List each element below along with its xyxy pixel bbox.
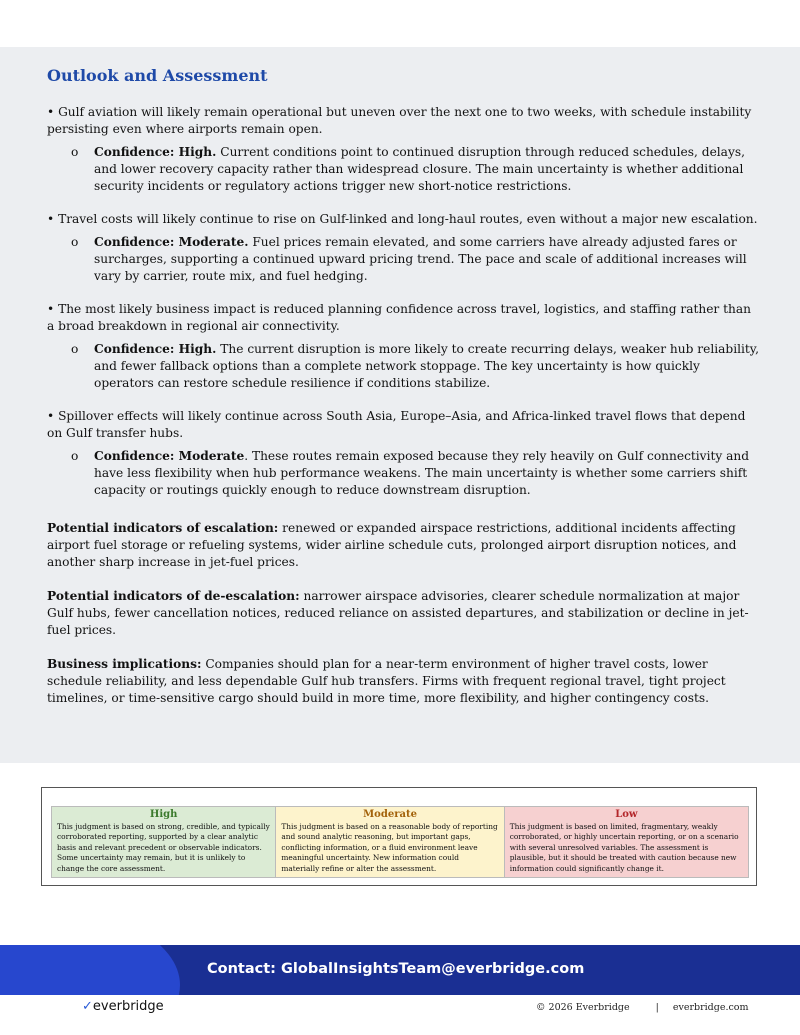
confidence-note bbox=[71, 341, 759, 392]
assessment-bullet: • The most likely business impact is reduced planning confidence across travel, logistics, and staffing rather than a broad breakdown in regional air connectivity. bbox=[47, 302, 751, 333]
legend-text: This judgment is based on a reasonable body of reporting and sound analytic reasoning, but important gaps, conflicting information, or a fluid environment leave meaningful uncertainty. New information could materially refine or alter the assessment. bbox=[281, 822, 498, 873]
assessment-bullet: • Travel costs will likely continue to rise on Gulf-linked and long-haul routes, even without a major new escalation. bbox=[47, 212, 758, 226]
indicator-text: renewed or expanded airspace restrictions, additional incidents affecting airport fuel storage or refueling systems, wider airline schedule cuts, prolonged airport disruption notices, and another sharp increase in jet-fuel prices. bbox=[47, 521, 737, 569]
legend-heading: High bbox=[149, 809, 178, 820]
confidence-text: . These routes remain exposed because they rely heavily on Gulf connectivity and have less flexibility when hub performance weakens. The main uncertainty is whether some carriers shift capacity or routings quickly enough to reduce downstream disruption. bbox=[94, 449, 750, 497]
confidence-text: The current disruption is more likely to create recurring delays, weaker hub reliability, and fewer fallback options than a complete network stoppage. The key uncertainty is how quickly operators can restore schedule resilience if conditions stabilize. bbox=[94, 342, 759, 390]
sub-bullet-marker: o bbox=[71, 235, 79, 249]
assessment-item bbox=[47, 301, 759, 392]
indicator-label: Business implications: bbox=[47, 657, 202, 671]
assessment-bullet: • Gulf aviation will likely remain operational but uneven over the next one to two weeks, with schedule instability persisting even where airports remain open. bbox=[47, 105, 752, 136]
logo-text: everbridge bbox=[92, 999, 164, 1014]
legend-text: This judgment is based on strong, credible, and typically corroborated reporting, supported by a clear analytic basis and relevant precedent or observable indicators. Some uncertainty may remain, but it is unlikely to change the core assessment. bbox=[57, 822, 270, 873]
everbridge-logo bbox=[82, 999, 164, 1014]
section-title: Outlook and Assessment bbox=[47, 66, 268, 85]
deescalation-indicators bbox=[47, 588, 759, 639]
indicator-text: narrower airspace advisories, clearer schedule normalization at major Gulf hubs, fewer cancellation notices, reduced reliance on assisted departures, and stabilization or decline in jet-fuel prices. bbox=[47, 589, 749, 637]
legend-text: This judgment is based on limited, fragmentary, weakly corroborated, or highly uncertain reporting, or on a scenario with several unresolved variables. The assessment is plausible, but it should be treated with caution because new information could significantly change it. bbox=[509, 822, 739, 873]
assessment-content bbox=[47, 104, 759, 724]
indicator-label: Potential indicators of escalation: bbox=[47, 521, 279, 535]
sub-bullet-marker: o bbox=[71, 342, 79, 356]
confidence-note bbox=[71, 234, 759, 285]
confidence-label: Confidence: Moderate bbox=[94, 449, 245, 463]
confidence-text: Fuel prices remain elevated, and some carriers have already adjusted fares or surcharges, supporting a continued upward pricing trend. The pace and scale of additional increases will vary by carrier, route mix, and fuel hedging. bbox=[94, 235, 747, 283]
legend-high bbox=[52, 807, 276, 877]
footer-separator: | bbox=[655, 1002, 659, 1013]
confidence-label: Confidence: Moderate. bbox=[94, 235, 249, 249]
banner-decoration bbox=[0, 945, 180, 995]
sub-bullet-marker: o bbox=[71, 449, 79, 463]
legend-low bbox=[505, 807, 748, 877]
confidence-label: Confidence: High. bbox=[94, 145, 217, 159]
indicator-label: Potential indicators of de-escalation: bbox=[47, 589, 300, 603]
legend-heading: Moderate bbox=[363, 809, 417, 820]
assessment-bullet: • Spillover effects will likely continue across South Asia, Europe–Asia, and Africa-linked travel flows that depend on Gulf transfer hubs. bbox=[47, 409, 746, 440]
indicator-text: Companies should plan for a near-term environment of higher travel costs, lower schedule reliability, and less dependable Gulf hub transfers. Firms with frequent regional travel, tight project timelines, or time-sensitive cargo should build in more time, more flexibility, and higher contingency costs. bbox=[47, 657, 726, 705]
page-footer bbox=[536, 1002, 749, 1013]
copyright-text: © 2026 Everbridge bbox=[536, 1002, 630, 1013]
confidence-note bbox=[71, 144, 759, 195]
checkmark-icon: ✓ bbox=[82, 999, 93, 1014]
confidence-note bbox=[71, 448, 759, 499]
legend-heading: Low bbox=[615, 809, 638, 820]
contact-banner bbox=[0, 945, 800, 995]
confidence-label: Confidence: High. bbox=[94, 342, 217, 356]
legend-moderate bbox=[276, 807, 504, 877]
site-link[interactable]: everbridge.com bbox=[672, 1002, 749, 1013]
confidence-legend bbox=[51, 806, 749, 878]
escalation-indicators bbox=[47, 520, 759, 571]
confidence-legend-box bbox=[41, 787, 757, 886]
assessment-item bbox=[47, 104, 759, 195]
assessment-item bbox=[47, 408, 759, 499]
sub-bullet-marker: o bbox=[71, 145, 79, 159]
assessment-item bbox=[47, 211, 759, 285]
confidence-text: Current conditions point to continued disruption through reduced schedules, delays, and lower recovery capacity rather than widespread closure. The main uncertainty is whether additional security incidents or regulatory actions trigger new short-notice restrictions. bbox=[94, 145, 745, 193]
business-implications bbox=[47, 656, 759, 707]
contact-email-link[interactable]: Contact: GlobalInsightsTeam@everbridge.com bbox=[207, 961, 585, 977]
